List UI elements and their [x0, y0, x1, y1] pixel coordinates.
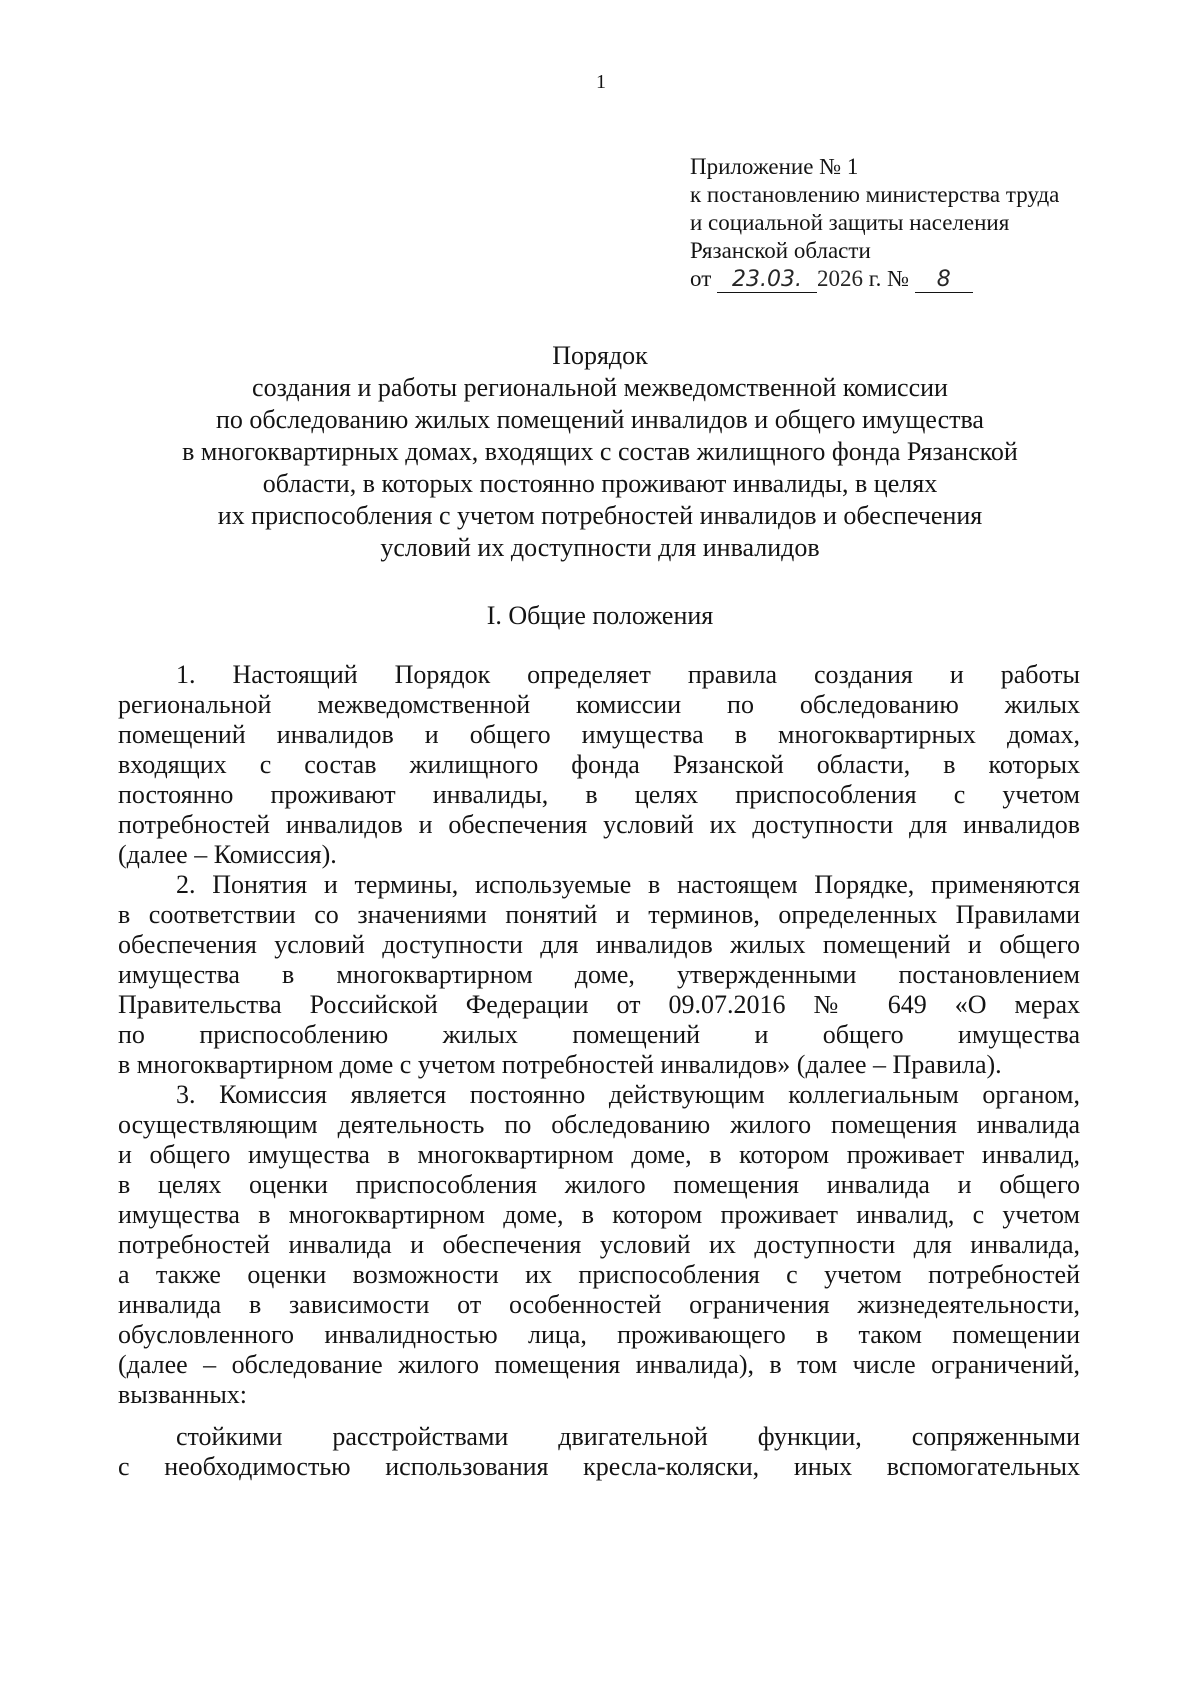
paragraph-line: инвалида в зависимости от особенностей ограничения жизнедеятельности,: [118, 1290, 1080, 1319]
title-line: по обследованию жилых помещений инвалидов и общего имущества: [216, 405, 984, 434]
paragraph-line: (далее – обследование жилого помещения инвалида), в том числе ограничений,: [118, 1350, 1080, 1379]
paragraph-4: [118, 1422, 1080, 1482]
paragraph-line: имущества в многоквартирном доме, утвержденными постановлением: [118, 960, 1080, 989]
paragraph-line: помещений инвалидов и общего имущества в многоквартирных домах,: [118, 720, 1080, 749]
paragraph-line: вызванных:: [118, 1380, 248, 1409]
paragraph-line: осуществляющим деятельность по обследованию жилого помещения инвалида: [118, 1110, 1080, 1139]
year-suffix: г. №: [868, 266, 910, 291]
page-number: 1: [596, 71, 606, 93]
appendix-line: Приложение № 1: [690, 154, 859, 179]
appendix-line: и социальной защиты населения: [690, 210, 1010, 235]
paragraph-line: 2. Понятия и термины, используемые в настоящем Порядке, применяются: [176, 870, 1080, 899]
paragraph-line: 1. Настоящий Порядок определяет правила создания и работы: [176, 660, 1080, 689]
appendix-line: Рязанской области: [690, 238, 871, 263]
paragraph-2: [118, 870, 1080, 1080]
appendix-block: [690, 153, 1170, 293]
section-heading: I. Общие положения: [486, 601, 714, 630]
paragraph-line: в соответствии со значениями понятий и терминов, определенных Правилами: [118, 900, 1080, 929]
paragraph-line: Правительства Российской Федерации от 09.07.2016 № 649 «О мерах: [118, 990, 1080, 1019]
paragraph-line: потребностей инвалида и обеспечения условий их доступности для инвалида,: [118, 1230, 1080, 1259]
paragraph-line: постоянно проживают инвалиды, в целях приспособления с учетом: [118, 780, 1080, 809]
paragraph-line: стойкими расстройствами двигательной функции, сопряженными: [176, 1422, 1080, 1451]
handwritten-number: 8: [915, 268, 973, 293]
title-line: их приспособления с учетом потребностей инвалидов и обеспечения: [217, 501, 983, 530]
paragraph-line: в целях оценки приспособления жилого помещения инвалида и общего: [118, 1170, 1080, 1199]
paragraph-line: в многоквартирном доме с учетом потребностей инвалидов» (далее – Правила).: [118, 1050, 1002, 1079]
paragraph-1: [118, 660, 1080, 870]
paragraph-line: входящих с состав жилищного фонда Рязанской области, в которых: [118, 750, 1080, 779]
title-line: условий их доступности для инвалидов: [380, 533, 820, 562]
appendix-date-line: [690, 265, 1170, 293]
paragraph-line: и общего имущества в многоквартирном доме, в котором проживает инвалид,: [118, 1140, 1080, 1169]
body-text: [118, 660, 1080, 1482]
title-line: создания и работы региональной межведомственной комиссии: [252, 373, 948, 402]
paragraph-line: (далее – Комиссия).: [118, 840, 337, 869]
paragraph-line: по приспособлению жилых помещений и общего имущества: [118, 1020, 1080, 1049]
paragraph-line: региональной межведомственной комиссии по обследованию жилых: [118, 690, 1080, 719]
title-heading: Порядок: [552, 341, 648, 370]
handwritten-date: 23.03.: [717, 268, 817, 293]
appendix-line: к постановлению министерства труда: [690, 182, 1060, 207]
paragraph-line: с необходимостью использования кресла-коляски, иных вспомогательных: [118, 1452, 1080, 1481]
paragraph-line: а также оценки возможности их приспособления с учетом потребностей: [118, 1260, 1080, 1289]
paragraph-line: обусловленного инвалидностью лица, проживающего в таком помещении: [118, 1320, 1080, 1349]
title-line: в многоквартирных домах, входящих с состав жилищного фонда Рязанской: [182, 437, 1018, 466]
paragraph-3: [118, 1080, 1080, 1410]
document-title: [100, 340, 1100, 564]
paragraph-line: имущества в многоквартирном доме, в котором проживает инвалид, с учетом: [118, 1200, 1080, 1229]
handwritten-year: 2026: [817, 266, 863, 291]
paragraph-line: обеспечения условий доступности для инвалидов жилых помещений и общего: [118, 930, 1080, 959]
paragraph-line: потребностей инвалидов и обеспечения условий их доступности для инвалидов: [118, 810, 1080, 839]
paragraph-line: 3. Комиссия является постоянно действующим коллегиальным органом,: [176, 1080, 1080, 1109]
title-line: области, в которых постоянно проживают инвалиды, в целях: [262, 469, 938, 498]
date-prefix: от: [690, 266, 712, 291]
